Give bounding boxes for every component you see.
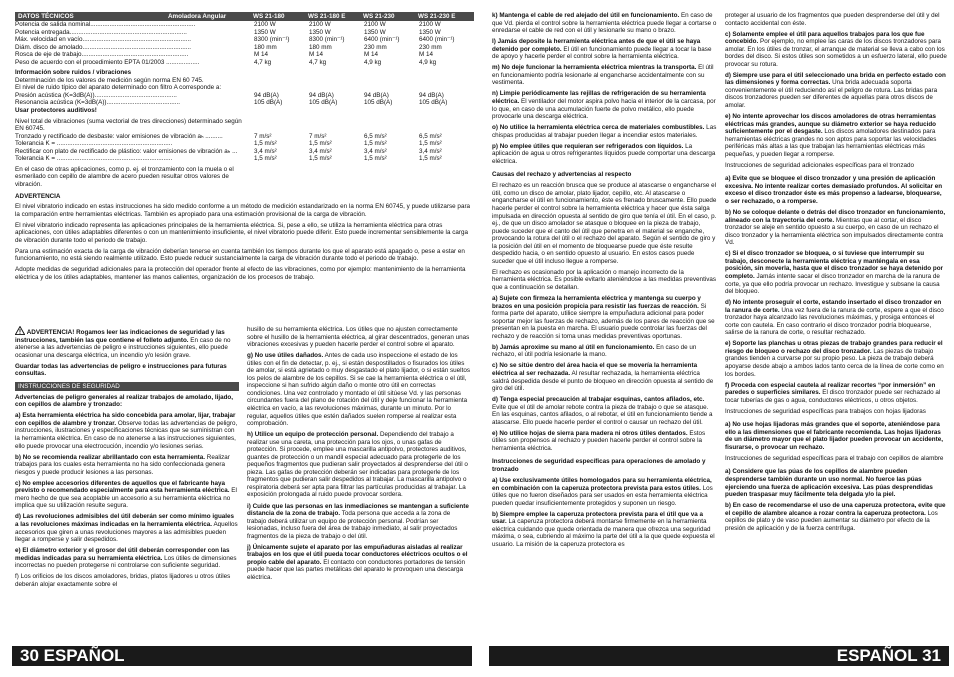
vibration-row-value: 6,5 m/s² bbox=[364, 132, 387, 140]
noise-intro: Determinación de los valores de medición según norma EN 60 745. bbox=[15, 76, 204, 84]
vibration-row-label: Tronzado y rectificado de desbaste: valor emisiones de vibración aₕ .......... bbox=[15, 132, 223, 140]
vibration-row-value: 1,5 m/s² bbox=[419, 155, 442, 163]
spec-row bbox=[15, 44, 474, 52]
safety-item: e) No intente aprovechar los discos amoladores de otras herramientas eléctricas más grandes, aunque su diámetro exterior se haya reducido suficientemente por el desgaste. Los discos amoladores destinados para herramientas eléctricas grandes no son aptos para soportar las velocidades periféricas más altas a las que trabajan las herramientas eléctricas más pequeñas, y pueden llegar a romperse. bbox=[725, 113, 937, 158]
warning-bold: ADVERTENCIA! Rogamos leer las indicaciones de seguridad y las instrucciones, también las que contiene el folleto adjunto. bbox=[15, 329, 225, 344]
spec-row-value: 1350 W bbox=[309, 28, 331, 36]
spec-model-2: WS 21-180 E bbox=[308, 13, 346, 20]
spec-model-3: WS 21-230 bbox=[363, 13, 395, 20]
spec-row-label: Peso de acuerdo con el procedimiento EPTA 01/2003 ................... bbox=[15, 58, 200, 66]
safety-item: k) Mantenga el cable de red alejado del útil en funcionamiento. En caso de que Vd. pierda el control sobre la herramienta eléctrica puede llegar a cortarse o enredarse el cable de red con el útil y lesionarle su mano o brazo. bbox=[492, 12, 717, 35]
spec-row-value: 180 mm bbox=[309, 43, 332, 51]
advert-p3: Para una estimación exacta de la carga de vibración deberían tenerse en cuenta también los tiempos durante los que el aparato está apagado o, pese a estar en funcionamiento, no está siendo realmente utilizado. Esto puede reducir sustancialmente la carga de vibración durante todo el periodo de trabajo. bbox=[15, 247, 465, 263]
vibration-other: En el caso de otras aplicaciones, como p. ej. el tronzamiento con la muela o el esmerilado con cepillo de alambre de acero pueden resultar otros valores de vibración. bbox=[15, 165, 234, 188]
spec-model-1: WS 21-180 bbox=[253, 13, 285, 20]
safety-section-header: INSTRUCCIONES DE SEGURIDAD bbox=[15, 382, 239, 391]
safety-item: a) Sujete con firmeza la herramienta eléctrica y mantenga su cuerpo y brazos en una posición propicia para resistir las fuerzas de reacción. Si forma parte del aparato, utilice siempre la empuñadura adicional para poder soportar mejor las fuerzas de rechazo, además de los pares de reacción que se presentan en la puesta en marcha. El usuario puede controlar las fuerzas del rechazo y de reacción si toma unas medidas preventivas oportunas. bbox=[492, 295, 715, 340]
spec-row-value: M 14 bbox=[309, 51, 323, 59]
safety-item: o) No utilice la herramienta eléctrica cerca de materiales combustibles. Las chispas producidas al trabajar pueden llegar a incendiar estos materiales. bbox=[492, 124, 717, 139]
safety-item: c) No emplee accesorios diferentes de aquellos que el fabricante haya previsto o recomendado especialmente para esta herramienta eléctrica. El mero hecho de que sea acoplable un accesorio a su herramienta eléctrica no implica que su utilización resulte segura. bbox=[15, 479, 237, 510]
spec-row-value: 4,9 kg bbox=[419, 58, 437, 66]
safety-left-column bbox=[15, 326, 239, 592]
spec-row-label: Rosca de eje de trabajo............................................................. bbox=[15, 51, 189, 59]
safety-item: a) Esta herramienta eléctrica ha sido concebida para amolar, lijar, trabajar con cepillos de alambre y tronzar. Observe todas las advertencias de peligro, instrucciones, ilustraciones y especificaciones técnicas que se suministran con la herramienta eléctrica. En caso de no atenerse a las instrucciones siguientes, ello puede provocar una electrocución, incendio y/o lesiones serias. bbox=[15, 412, 238, 450]
vibration-row-value: 1,5 m/s² bbox=[254, 140, 277, 148]
safety-item: d) Tenga especial precaución al trabajar esquinas, cantos afilados, etc. Evite que el útil de amolar rebote contra la pieza de trabajo o que se atasque. En las esquinas, cantos afilados, o al rebotar, el útil en funcionamiento tiende a atascarse. Ello puede hacerle perder el control o causar un rechazo del útil. bbox=[492, 396, 713, 426]
vibration-row-value: 3,4 m/s² bbox=[309, 147, 332, 155]
ear-protection: Usar protectores auditivos! bbox=[15, 107, 97, 115]
spec-row-value: 230 mm bbox=[364, 43, 387, 51]
spec-rows bbox=[15, 21, 474, 66]
technical-data-section bbox=[15, 12, 474, 285]
vibration-row-value: 3,4 m/s² bbox=[419, 147, 442, 155]
safety-item: h) Utilice un equipo de protección personal. Dependiendo del trabajo a realizar use una careta, una protección para los ojos, o unas gafas de protección. Si procede, emplee una mascarilla antipolvo, protectores auditivos, guantes de protección o un mandil especial adecuado para protegerle de los pequeños fragmentos que pudieran salir proyectados al desprenderse del útil o pieza. Las gafas de protección deberán ser indicadas para protegerle de los fragmentos que pudieran salir despedidos al trabajar. La mascarilla antipolvo o respiratoria deberá ser apta para filtrar las partículas producidas al trabajar. La exposición prolongada al ruido puede provocar sordera. bbox=[247, 431, 468, 499]
advert-p4: Adopte medidas de seguridad adicionales para la protección del operador frente al efecto de las vibraciones, como por ejemplo: mantenimiento de la herramienta eléctrica y de los útiles adaptables, mantener las manos calientes, organización de los procesos de trabajo. bbox=[15, 266, 466, 281]
spec-row-value: M 14 bbox=[419, 51, 433, 59]
vibration-row-value: 7 m/s² bbox=[309, 132, 327, 140]
safety-right-column-1 bbox=[492, 12, 717, 552]
common-warnings-title: Advertencias de peligro generales al realizar trabajos de amolado, lijado, con cepillos de alambre y tronzado: bbox=[15, 393, 234, 409]
safety-right-column-2 bbox=[725, 12, 947, 536]
safety-item: b) No se recomienda realizar abrillantado con esta herramienta. Realizar trabajos para los cuales esta herramienta no ha sido confeccionada genera riesgos y puede producir lesiones a las personas. bbox=[15, 453, 230, 476]
safety-item: Instrucciones de seguridad específicas para operaciones de amolado y tronzado bbox=[492, 458, 706, 473]
noise-level-a: El nivel de ruido típico del aparato determinado con filtro A corresponde a: bbox=[15, 84, 222, 92]
safety-item: a) Use exclusivamente útiles homologados para su herramienta eléctrica, en combinación con la caperuza protectora prevista para estos útiles. Los útiles que no fueron diseñados para ser usados en esta herramienta eléctrica pueden quedar insuficientemente protegidos y suponen un riesgo. bbox=[492, 477, 713, 507]
vibration-row-value: 1,5 m/s² bbox=[419, 140, 442, 148]
vibration-row bbox=[15, 155, 474, 163]
spec-row-value: 8300 (min⁻¹) bbox=[254, 36, 290, 44]
spec-row bbox=[15, 29, 474, 37]
safety-item: d) Las revoluciones admisibles del útil deberán ser como mínimo iguales a las revoluciones máximas indicadas en la herramienta eléctrica. Aquellos accesorios que giren a unas revoluciones mayores a las admisibles pueden llegar a romperse y salir despedidos. bbox=[15, 513, 238, 544]
safety-item: husillo de su herramienta eléctrica. Los útiles que no ajusten correctamente sobre el husillo de la herramienta eléctrica, al girar descentrados, generan unas vibraciones excesivas y pueden hacerle perder el control sobre el aparato. bbox=[247, 326, 470, 349]
safety-item: c) Si el disco tronzador se bloquea, o si tuviese que interrumpir su trabajo, desconecte la herramienta eléctrica y manténgala en esa posición, sin moverla, hasta que el disco tronzador se haya detenido por completo. Jamás intente sacar el disco tronzador en marcha de la ranura de corte, ya que ello podría provocar un rechazo. Investigue y subsane la causa del bloqueo. bbox=[725, 250, 943, 296]
spec-row-label: Potencia de salida nominal............................................................ bbox=[15, 21, 196, 28]
advert-p2: El nivel vibratorio indicado representa las aplicaciones principales de la herramienta eléctrica. Si, pese a ello, se utiliza la herramienta eléctrica para otras aplicaciones, con útiles adaptables diferentes o con un mantenimiento insuficiente, el nivel vibratorio puede diferir. Esto puede incrementar sensiblemente la carga de vibración durante todo el periodo de trabajo. bbox=[15, 221, 468, 244]
spec-row-label: Diám. disco de amolado.............................................................. bbox=[15, 43, 192, 51]
advert-p1: El nivel vibratorio indicado en estas instrucciones ha sido medido conforme a un método de medición estandarizado en la norma EN 60745, y puede utilizarse para la comparación entre herramientas eléctricas. También es apropiado para una estimación provisional de la carga de vibración. bbox=[15, 203, 471, 218]
spec-row-value: 6400 (min⁻¹) bbox=[419, 36, 455, 44]
safety-item: a) Considere que las púas de los cepillos de alambre pueden desprenderse también durante un uso normal. No fuerce las púas ejerciendo una fuerza de aplicación excesiva. Las púas desprendidas pueden traspasar muy fácilmente tela delgada y/o la piel. bbox=[725, 468, 933, 499]
spec-row-value: 2100 W bbox=[254, 21, 276, 28]
vibration-row-value: 1,5 m/s² bbox=[309, 155, 332, 163]
spec-row-value: 180 mm bbox=[254, 43, 277, 51]
vibration-row-value: 1,5 m/s² bbox=[309, 140, 332, 148]
safety-item: e) El diámetro exterior y el grosor del útil deberán corresponder con las medidas indicadas para su herramienta eléctrica. Los útiles de dimensiones incorrectas no pueden protegerse ni controlarse con suficiente seguridad. bbox=[15, 547, 237, 570]
safety-item: m) No deje funcionar la herramienta eléctrica mientras la transporta. El útil en funcionamiento podría lesionarle al engancharse accidentalmente con su vestimenta. bbox=[492, 64, 714, 87]
safety-item: c) No se sitúe dentro del área hacia el que se movería la herramienta eléctrica al ser rechazada. Al resultar rechazada, la herramienta eléctrica saldrá despedida desde el punto de bloqueo en dirección opuesta al sentido de giro del útil. bbox=[492, 362, 714, 393]
noise-row-value: 94 dB(A) bbox=[254, 91, 279, 99]
safety-item: e) Soporte las planchas u otras piezas de trabajo grandes para reducir el riesgo de bloqueo o rechazo del disco tronzador. Las piezas de trabajo grandes tienden a curvarse por su propio peso. La pieza de trabajo deberá apoyarse desde abajo a ambos lados tanto cerca de la línea de corte como en los bordes. bbox=[725, 340, 944, 378]
spec-row-value: M 14 bbox=[254, 51, 268, 59]
spec-row-value: 1350 W bbox=[254, 28, 276, 36]
safety-item: El rechazo es un reacción brusca que se produce al atascarse o engancharse el útil, como un disco de amolar, plato lijador, cepillo, etc. Al atascarse o engancharse el útil en funcionamiento, éste es frenado bruscamente. Ello puede hacerle perder el control sobre la herramienta eléctrica y hacer que ésta salga impulsada en dirección opuesta al sentido de giro que tenía el útil. En el caso, p. ej., de que un disco amolador se atasque o bloquee en la pieza de trabajo, puede suceder que el canto del útil que penetra en el material se enganche, provocando la rotura del útil o el rechazo del aparato. Según el sentido de giro y la posición del útil en el momento de bloquearse puede que éste resulte despedido hacia, o en sentido opuesto al usuario. En estos casos puede suceder que el útil incluso llegue a romperse. bbox=[492, 182, 717, 265]
spec-row-label: Potencia entregada................................................................... bbox=[15, 28, 187, 36]
safety-item: f) Los orificios de los discos amoladores, bridas, platos lijadores u otros útiles deberán alojar exactamente sobre el bbox=[15, 573, 231, 588]
noise-row-label: Resonancia acústica (K=3dB(A)).......................................... bbox=[15, 99, 181, 107]
safety-item: a) Evite que se bloquee el disco tronzador y una presión de aplicación excesiva. No intente realizar cortes demasiado profundos. Al solicitar en exceso el disco tronzador éste es más propenso a ladearse, bloquearse, o ser rechazado, o a romperse. bbox=[725, 175, 943, 206]
spec-row bbox=[15, 21, 474, 29]
vibration-row-value: 1,5 m/s² bbox=[364, 140, 387, 148]
safety-item: n) Limpie periódicamente las rejillas de refrigeración de su herramienta eléctrica. El ventilador del motor aspira polvo hacia el interior de la carcasa, por lo que, en caso de una acumulación fuerte de polvo metálico, ello puede provocarle una descarga eléctrica. bbox=[492, 90, 716, 121]
spec-row-value: 6400 (min⁻¹) bbox=[364, 36, 400, 44]
warning-text: En caso de no atenerse a las advertencias de peligro e instrucciones siguientes, ello puede ocasionar una descarga eléctrica, un incendio y/o lesión grave. bbox=[15, 336, 231, 359]
safety-item: e) No utilice hojas de sierra para madera ni otros útiles dentados. Estos útiles son propensos al rechazo y pueden hacerle perder el control sobre la herramienta eléctrica. bbox=[492, 429, 706, 452]
safety-item: b) Jamás aproxime su mano al útil en funcionamiento. En caso de un rechazo, el útil podría lesionarle la mano. bbox=[492, 343, 697, 359]
spec-tool-name: Amoladora Angular bbox=[168, 13, 227, 20]
spec-row-value: 2100 W bbox=[309, 21, 331, 28]
safety-item: d) No intente proseguir el corte, estando insertado el disco tronzador en la ranura de corte. Una vez fuera de la ranura de corte, espere a que el disco tronzador haya alcanzado las revoluciones máximas, y prosiga entonces el corte con cautela. En caso contrario el disco tronzador podría bloquearse, salirse de la ranura de corte, o resultar rechazado. bbox=[725, 299, 944, 337]
safety-middle-column bbox=[247, 326, 471, 585]
safety-item: i) Cuide que las personas en las inmediaciones se mantengan a suficiente distancia de la zona de trabajo. Toda persona que acceda a la zona de trabajo deberá utilizar un equipo de protección personal. Podrían ser lesionadas, incluso fuera del área de trabajo inmediato, al salir proyectados fragmentos de la pieza de trabajo o del útil. bbox=[247, 502, 469, 540]
safety-item: a) No use hojas lijadoras más grandes que el soporte, ateniéndose para ello a las dimensiones que el fabricante recomienda. Las hojas lijadoras de un diámetro mayor que el plato lijador pueden provocar un accidente, fisurarse, o provocar un rechazo. bbox=[725, 421, 943, 451]
vibration-row-label: Rectificar con plato de rectificado de plástico: valor emisiones de vibración aₕ ... bbox=[15, 147, 238, 155]
spec-row bbox=[15, 36, 474, 44]
spec-row-value: M 14 bbox=[364, 51, 378, 59]
noise-row-value: 94 dB(A) bbox=[364, 91, 389, 99]
safety-item: d) Siempre use para el útil seleccionado una brida en perfecto estado con las dimensiones y forma correctas. Una brida adecuada soporta convenientemente el útil reduciendo así el peligro de rotura. Las bridas para discos tronzadores pueden ser diferentes de aquellas para otros discos de amolar. bbox=[725, 71, 946, 110]
safety-item: p) No emplee útiles que requieran ser refrigerados con líquidos. La aplicación de agua u otros refrigerantes líquidos puede comportar una descarga eléctrica. bbox=[492, 142, 716, 165]
spec-row-label: Máx. velocidad en vacío.............................................................. bbox=[15, 36, 192, 44]
vibration-intro: Nivel total de vibraciones (suma vectorial de tres direcciones) determinado según EN 60745. bbox=[15, 117, 242, 133]
spec-row bbox=[15, 51, 474, 59]
noise-rows bbox=[15, 92, 474, 107]
safety-item: f) Proceda con especial cautela al realizar recortes “por inmersión” en paredes o superficies similares. El disco tronzador puede ser rechazado al tocar tuberías de gas o agua, conductores eléctricos, u otros objetos. bbox=[725, 381, 941, 404]
safety-item: Instrucciones de seguridad específicas para el trabajo con cepillos de alambre bbox=[725, 454, 944, 462]
vibration-row-label: Tolerancia K = .................................................................. bbox=[15, 140, 173, 148]
spec-row-value: 4,7 kg bbox=[254, 58, 272, 66]
spec-row-value: 2100 W bbox=[419, 21, 441, 28]
advert-title: ADVERTENCIA bbox=[15, 193, 61, 201]
safety-item: l) Jamás deposite la herramienta eléctrica antes de que el útil se haya detenido por completo. El útil en funcionamiento puede llegar a tocar la base de apoyo y hacerle perder el control sobre la herramienta eléctrica. bbox=[492, 38, 712, 61]
spec-row-value: 230 mm bbox=[419, 43, 442, 51]
spec-model-4: WS 21-230 E bbox=[418, 13, 456, 20]
safety-item: Instrucciones de seguridad adicionales específicas para el tronzado bbox=[725, 161, 915, 169]
noise-row-value: 105 dB(A) bbox=[254, 99, 283, 107]
safety-item: Causas del rechazo y advertencias al respecto bbox=[492, 171, 632, 179]
safety-item: b) En caso de recomendarse el uso de una caperuza protectora, evite que el cepillo de alambre alcance a rozar contra la caperuza protectora. Los cepillos de plato y de vaso pueden aumentar su diámetro por efecto de la presión de aplicación y de la fuerza centrífuga. bbox=[725, 502, 946, 532]
vibration-row bbox=[15, 148, 474, 156]
vibration-row-value: 3,4 m/s² bbox=[254, 147, 277, 155]
noise-row bbox=[15, 92, 474, 100]
vibration-row-value: 1,5 m/s² bbox=[364, 155, 387, 163]
safety-item: El rechazo es ocasionado por la aplicación o manejo incorrecto de la herramienta eléctrica. Es posible evitarlo ateniéndose a las medidas preventivas que a continuación se detallan. bbox=[492, 268, 717, 291]
vibration-row-value: 6,5 m/s² bbox=[419, 132, 442, 140]
vibration-row-value: 3,4 m/s² bbox=[364, 147, 387, 155]
spec-row-value: 1350 W bbox=[364, 28, 386, 36]
spec-row-value: 4,9 kg bbox=[364, 58, 382, 66]
safety-item: Instrucciones de seguridad específicas para trabajos con hojas lijadoras bbox=[725, 407, 926, 415]
vibration-row-value: 1,5 m/s² bbox=[254, 155, 277, 163]
vibration-row bbox=[15, 140, 474, 148]
safety-item: g) No use útiles dañados. Antes de cada uso inspeccione el estado de los útiles con el fin de detectar, p. ej., si están despostillados o fisurados los útiles de amolar, si está agrietado o muy desgastado el plato lijador, o si están sueltos los pelos de alambre de los cepillos. Si se cae la herramienta eléctrica o el útil, inspeccione si han sufrido algún daño o monte otro útil en correctas condiciones. Una vez controlado y montado el útil sitúese Vd. y las personas circundantes fuera del plano de rotación del útil y deje funcionar la herramienta eléctrica en vacío, a las revoluciones máximas, durante un minuto. Por lo regular, aquellos útiles que estén dañados suelen romperse al realizar esta comprobación. bbox=[247, 352, 470, 428]
noise-row bbox=[15, 99, 474, 107]
left-items bbox=[15, 412, 239, 588]
page-footer-right: ESPAÑOL 31 bbox=[489, 646, 949, 666]
safety-item: j) Únicamente sujete el aparato por las empuñaduras aisladas al realizar trabajos en los que el útil pueda tocar conductores eléctricos ocultos o el propio cable del aparato. El contacto con conductores portadores de tensión puede hacer que las partes metálicas del aparato le provoquen una descarga eléctrica. bbox=[247, 543, 468, 581]
noise-row-value: 94 dB(A) bbox=[419, 91, 444, 99]
vibration-row-value: 7 m/s² bbox=[254, 132, 272, 140]
page-footer-left: 30 ESPAÑOL bbox=[12, 646, 472, 666]
noise-title: Información sobre ruidos / vibraciones bbox=[15, 69, 132, 77]
safety-item: proteger al usuario de los fragmentos que pueden desprenderse del útil y del contacto accidental con éste. bbox=[725, 12, 940, 27]
spec-table-header bbox=[15, 12, 474, 21]
vibration-rows bbox=[15, 133, 474, 163]
safety-item: b) Siempre emplee la caperuza protectora prevista para el útil que va a usar. La caperuza protectora deberá montarse firmemente en la herramienta eléctrica cuidando que quede orientada de manera que ofrezca una seguridad máxima, o sea, cubriendo al máximo la parte del útil a la que quede expuesta el usuario. La misión de la caperuza protectora es bbox=[492, 510, 715, 548]
spec-title: DATOS TÉCNICOS bbox=[18, 13, 74, 20]
spec-row-value: 2100 W bbox=[364, 21, 386, 28]
spec-row bbox=[15, 59, 474, 67]
safety-item: c) Solamente emplee el útil para aquellos trabajos para los que fue concebido. Por ejemplo, no emplee las caras de los discos tronzadores para amolar. En los útiles de tronzar, el arranque de material se lleva a cabo con los bordes del disco. Si estos útiles son sometidos a un esfuerzo lateral, ello puede provocar su rotura. bbox=[725, 30, 947, 68]
noise-row-label: Presión acústica (K=3dB(A))............................................... bbox=[15, 91, 177, 99]
safety-item: b) No se coloque delante o detrás del disco tronzador en funcionamiento, alineado con la trayectoria del corte. Mientras que al cortar, el disco tronzador se aleje en sentido opuesto a su cuerpo, en caso de un rechazo el disco tronzador y la herramienta eléctrica son impulsados directamente contra Vd. bbox=[725, 209, 946, 247]
noise-row-value: 105 dB(A) bbox=[419, 99, 448, 107]
noise-row-value: 105 dB(A) bbox=[364, 99, 393, 107]
warning-icon bbox=[15, 326, 25, 335]
warning-block bbox=[15, 326, 239, 359]
vibration-row bbox=[15, 133, 474, 141]
noise-row-value: 105 dB(A) bbox=[309, 99, 338, 107]
vibration-row-label: Tolerancia K = .................................................................. bbox=[15, 155, 173, 163]
noise-row-value: 94 dB(A) bbox=[309, 91, 334, 99]
keep-instructions: Guardar todas las advertencias de peligro e instrucciones para futuras consultas. bbox=[15, 362, 227, 378]
spec-row-value: 8300 (min⁻¹) bbox=[309, 36, 345, 44]
spec-row-value: 1350 W bbox=[419, 28, 441, 36]
spec-row-value: 4,7 kg bbox=[309, 58, 327, 66]
